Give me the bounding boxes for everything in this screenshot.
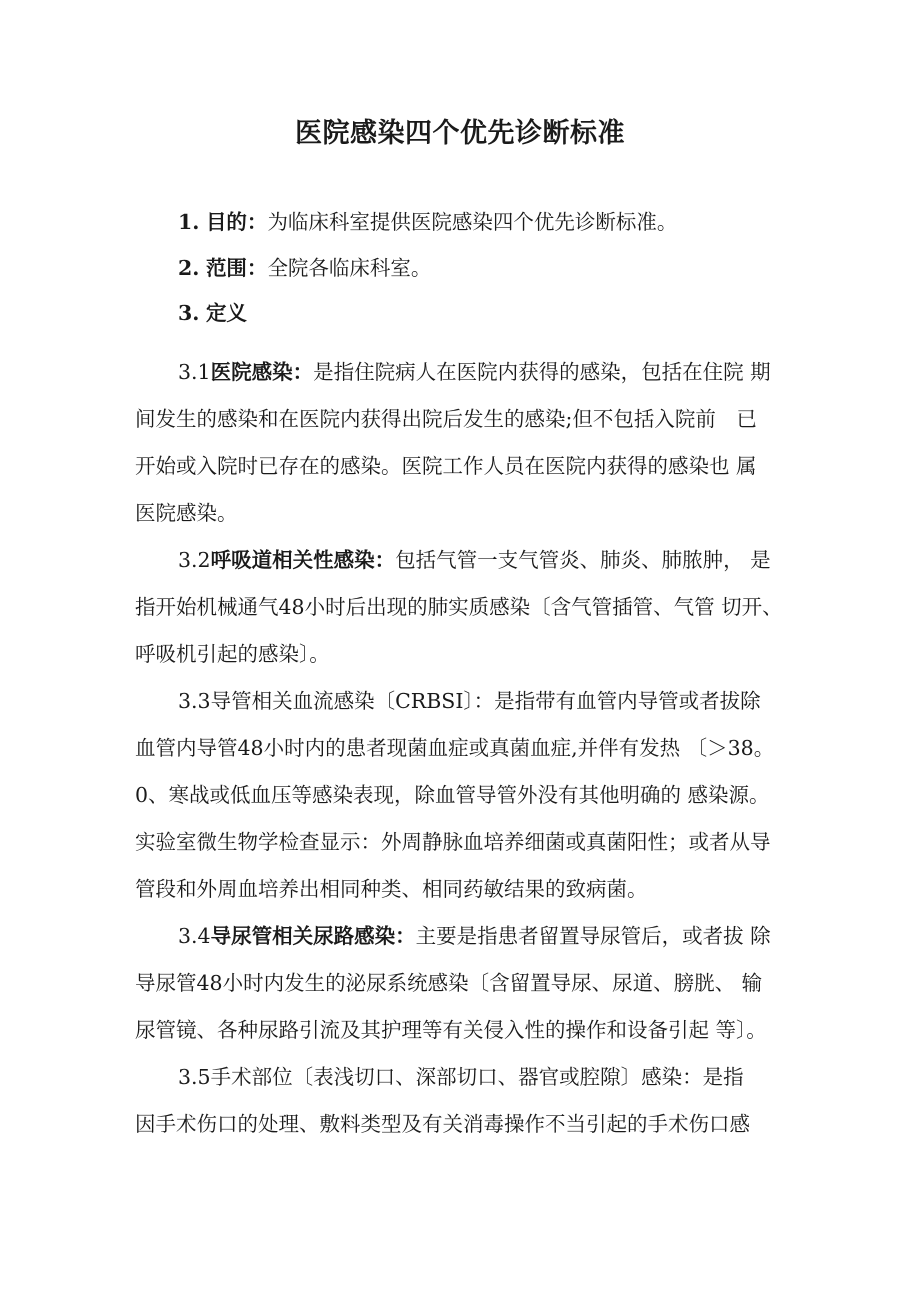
definition-text: 导尿管48小时内发生的泌尿系统感染〔含留置导尿、尿道、膀胱、 输 [135, 970, 763, 995]
definition-line [135, 913, 800, 960]
definition-line [135, 819, 800, 866]
definition-term: 医院感染： [210, 359, 314, 384]
definition-3-3 [135, 678, 800, 913]
definition-text: 手术部位〔表浅切口、深部切口、器官或腔隙〕感染：是指 [210, 1064, 744, 1089]
definition-line [135, 960, 800, 1007]
numbered-item-1 [135, 212, 800, 233]
numbered-item-3 [135, 303, 800, 324]
definition-text: 包括气管一支气管炎、肺炎、肺脓肿， 是 [395, 547, 771, 572]
numbered-item-3-number: 3. [178, 301, 200, 325]
definition-line [135, 866, 800, 913]
definition-line [135, 443, 800, 490]
definition-line [135, 537, 800, 584]
definition-text: 间发生的感染和在医院内获得出院后发生的感染;但不包括入院前 已 [135, 406, 757, 431]
definition-text: 尿管镜、各种尿路引流及其护理等有关侵入性的操作和设备引起 等〕。 [135, 1017, 767, 1042]
numbered-item-1-label: 目的： [205, 210, 268, 234]
definition-text: 管段和外周血培养出相同种类、相同药敏结果的致病菌。 [135, 876, 648, 901]
numbered-item-2-number: 2. [178, 255, 200, 280]
definition-3-1 [135, 349, 800, 537]
definition-text: 主要是指患者留置导尿管后，或者拔 除 [415, 923, 771, 948]
definition-text: 导管相关血流感染〔CRBSI〕：是指带有血管内导管或者拔除 [210, 688, 761, 713]
definition-term: 呼吸道相关性感染： [210, 547, 396, 572]
definition-line [135, 1101, 800, 1148]
definition-text: 医院感染。 [135, 500, 238, 525]
definition-text: 因手术伤口的处理、敷料类型及有关消毒操作不当引起的手术伤口感 [135, 1111, 750, 1136]
definition-line [135, 584, 800, 631]
definition-line [135, 1054, 800, 1101]
definition-line [135, 772, 800, 819]
definition-text: 0、寒战或低血压等感染表现，除血管导管外没有其他明确的 感染源。 [135, 782, 770, 807]
definition-text: 开始或入院时已存在的感染。医院工作人员在医院内获得的感染也 属 [135, 453, 757, 478]
definition-3-4 [135, 913, 800, 1054]
definition-index: 3.4 [178, 923, 211, 948]
definition-line [135, 1007, 800, 1054]
definition-3-5 [135, 1054, 800, 1148]
definition-line [135, 631, 800, 678]
definition-text: 是指住院病人在医院内获得的感染，包括在住院 期 [313, 359, 771, 384]
definition-line [135, 678, 800, 725]
definition-index: 3.2 [178, 547, 211, 572]
numbered-item-1-number: 1. [178, 210, 200, 234]
definition-term: 导尿管相关尿路感染： [210, 923, 416, 948]
numbered-item-1-value: 为临床科室提供医院感染四个优先诊断标准。 [267, 210, 678, 234]
document-body [135, 212, 800, 1148]
definition-index: 3.3 [178, 688, 211, 713]
numbered-item-2-label: 范围： [205, 255, 268, 280]
definition-text: 血管内导管48小时内的患者现菌血症或真菌血症,并伴有发热 〔＞38。 [135, 735, 775, 760]
definition-text: 指开始机械通气48小时后出现的肺实质感染〔含气管插管、气管 切开、 [135, 594, 783, 619]
numbered-item-2 [135, 255, 800, 280]
numbered-item-3-label: 定义 [205, 301, 247, 325]
definition-3-2 [135, 537, 800, 678]
definition-line [135, 349, 800, 396]
definition-line [135, 490, 800, 537]
definition-index: 3.1 [178, 359, 211, 384]
definition-line [135, 725, 800, 772]
page-title: 医院感染四个优先诊断标准 [295, 118, 625, 149]
numbered-item-2-value: 全院各临床科室。 [267, 255, 432, 280]
definition-text: 实验室微生物学检查显示：外周静脉血培养细菌或真菌阳性；或者从导 [135, 829, 771, 854]
definition-index: 3.5 [178, 1064, 211, 1089]
definition-text: 呼吸机引起的感染〕。 [135, 641, 330, 666]
definition-line [135, 396, 800, 443]
